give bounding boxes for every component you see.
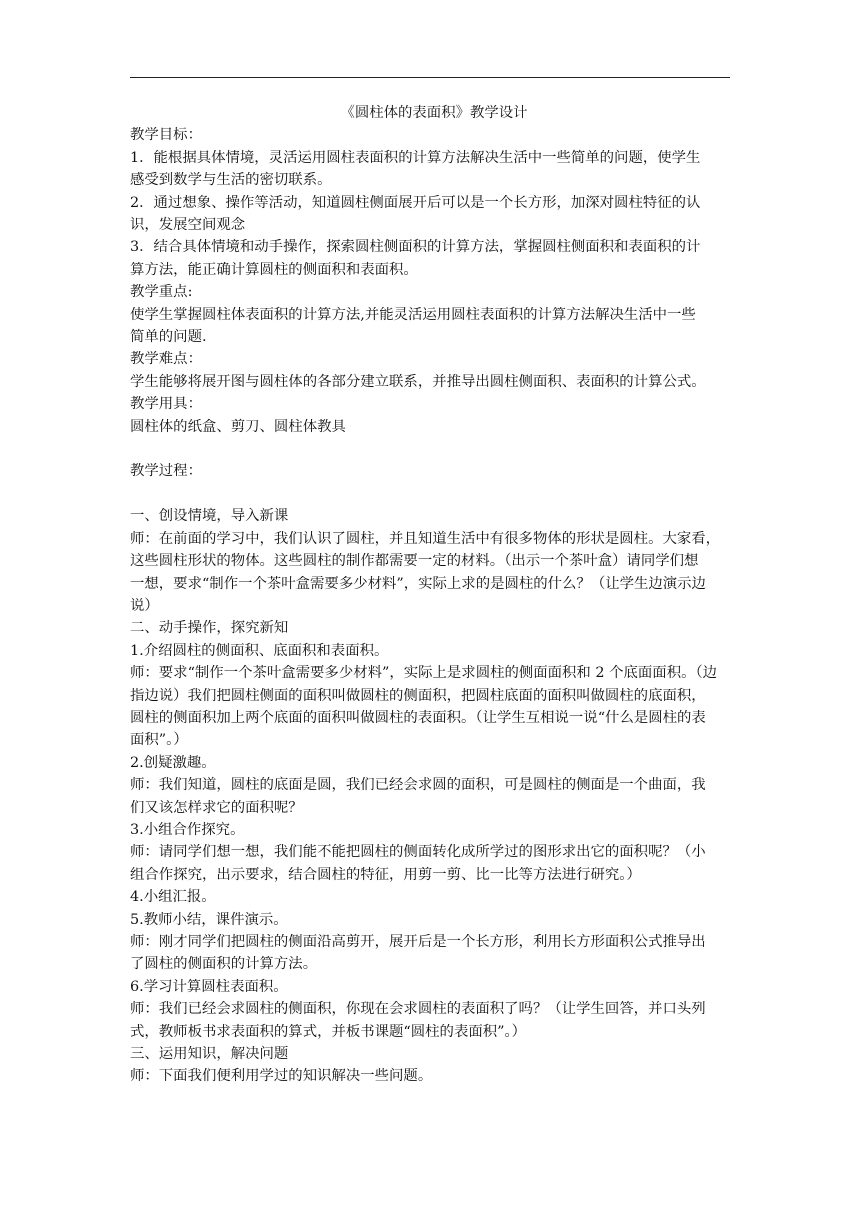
text-line: 算方法，能正确计算圆柱的侧面积和表面积。 — [130, 261, 418, 278]
text-line: 1．能根据具体情境，灵活运用圆柱表面积的计算方法解决生活中一些简单的问题，使学生 — [130, 149, 701, 166]
text-line: 学生能够将展开图与圆柱体的各部分建立联系，并推导出圆柱侧面积、表面积的计算公式。 — [130, 373, 706, 390]
step-heading-2: 2.创疑激趣。 — [130, 754, 216, 771]
text-line: 师：请同学们想一想，我们能不能把圆柱的侧面转化成所学过的图形求出它的面积呢？（小 — [130, 844, 706, 861]
text-line: 面积”。） — [130, 732, 188, 749]
text-line: 指边说）我们把圆柱侧面的面积叫做圆柱的侧面积，把圆柱底面的面积叫做圆柱的底面积， — [130, 687, 706, 704]
step-heading-1: 1.介绍圆柱的侧面积、底面积和表面积。 — [130, 642, 389, 659]
text-line: 们又该怎样求它的面积呢？ — [130, 799, 303, 816]
blank-line — [130, 438, 730, 460]
section-heading-key-points: 教学重点: — [130, 284, 193, 301]
step-heading-4: 4.小组汇报。 — [130, 889, 216, 906]
step-heading-6: 6.学习计算圆柱表面积。 — [130, 978, 288, 995]
step-heading-5: 5.教师小结，课件演示。 — [130, 911, 288, 928]
section-heading-tools: 教学用具： — [130, 396, 202, 413]
text-line: 式，教师板书求表面积的算式，并板书课题“圆柱的表面积”。） — [130, 1023, 527, 1040]
text-line: 使学生掌握圆柱体表面积的计算方法,并能灵活运用圆柱表面积的计算方法解决生活中一些 — [130, 306, 696, 323]
text-line: 一想，要求“制作一个茶叶盒需要多少材料”，实际上求的是圆柱的什么？（让学生边演示边 — [130, 575, 706, 592]
text-line: 师：我们知道，圆柱的底面是圆，我们已经会求圆的面积，可是圆柱的侧面是一个曲面，我 — [130, 777, 706, 794]
subsection-heading-2: 二、动手操作，探究新知 — [130, 620, 289, 637]
step-heading-3: 3.小组合作探究。 — [130, 821, 245, 838]
text-line: 师：要求“制作一个茶叶盒需要多少材料”，实际上是求圆柱的侧面面积和 2 个底面面积。（边 — [130, 665, 718, 682]
text-line: 简单的问题. — [130, 329, 207, 346]
text-line: 感受到数学与生活的密切联系。 — [130, 172, 332, 189]
text-line: 圆柱体的纸盒、剪刀、圆柱体教具 — [130, 418, 346, 435]
text-line: 圆柱的侧面积加上两个底面的面积叫做圆柱的表面积。（让学生互相说一说“什么是圆柱的表 — [130, 709, 706, 726]
text-line: 师：在前面的学习中，我们认识了圆柱，并且知道生活中有很多物体的形状是圆柱。大家看， — [130, 530, 721, 547]
text-line: 识，发展空间观念 — [130, 217, 246, 234]
text-line: 2．通过想象、操作等活动，知道圆柱侧面展开后可以是一个长方形，加深对圆柱特征的认 — [130, 194, 701, 211]
document-body — [130, 102, 730, 1088]
section-heading-goals: 教学目标： — [130, 127, 202, 144]
text-line: 这些圆柱形状的物体。这些圆柱的制作都需要一定的材料。（出示一个茶叶盒）请同学们想 — [130, 553, 699, 570]
document-title: 《圆柱体的表面积》教学设计 — [340, 105, 528, 121]
text-line: 师：刚才同学们把圆柱的侧面沿高剪开，展开后是一个长方形，利用长方形面积公式推导出 — [130, 934, 706, 950]
subsection-heading-3: 三、运用知识，解决问题 — [130, 1046, 289, 1063]
text-line: 组合作探究，出示要求，结合圆柱的特征，用剪一剪、比一比等方法进行研究。） — [130, 866, 641, 883]
header-rule — [130, 77, 730, 78]
text-line: 说） — [130, 597, 159, 614]
text-line: 3．结合具体情境和动手操作，探索圆柱侧面积的计算方法，掌握圆柱侧面积和表面积的计 — [130, 239, 701, 256]
text-line: 师：下面我们便利用学过的知识解决一些问题。 — [130, 1068, 433, 1085]
text-line: 师：我们已经会求圆柱的侧面积，你现在会求圆柱的表面积了吗？（让学生回答，并口头列 — [130, 1001, 706, 1018]
section-heading-difficulties: 教学难点： — [130, 351, 202, 368]
blank-line — [130, 483, 730, 505]
subsection-heading-1: 一、创设情境，导入新课 — [130, 508, 289, 525]
section-heading-process: 教学过程： — [130, 463, 202, 480]
text-line: 了圆柱的侧面积的计算方法。 — [130, 956, 318, 973]
